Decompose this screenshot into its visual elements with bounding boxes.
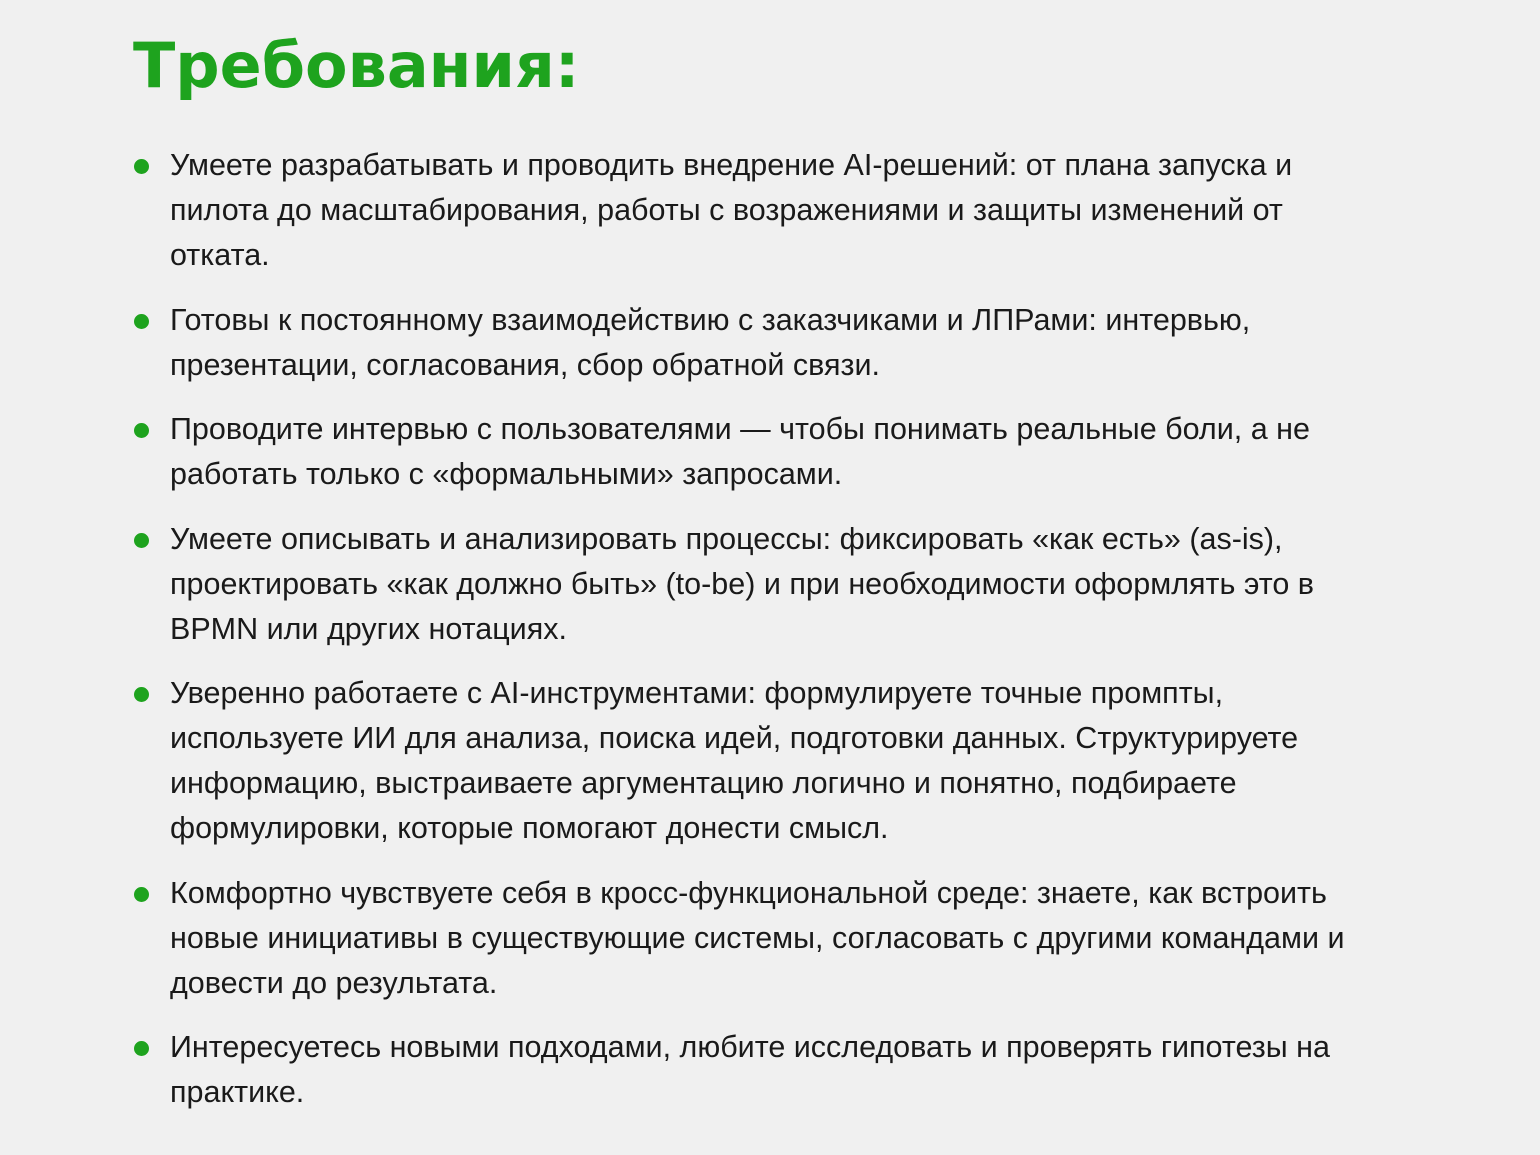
list-item (133, 1025, 1363, 1115)
requirements-list (133, 143, 1363, 1115)
requirement-text: Комфортно чувствуете себя в кросс-функциональной среде: знаете, как встроить новые инициативы в существующие системы, согласовать с другими командами и довести до результата. (170, 875, 1345, 1000)
bullet-dot-icon (134, 159, 149, 174)
list-item (133, 407, 1363, 497)
section-title: Требования: (133, 29, 580, 102)
bullet-dot-icon (134, 314, 149, 329)
list-item (133, 143, 1363, 278)
bullet-dot-icon (134, 423, 149, 438)
requirement-text: Умеете разрабатывать и проводить внедрение AI-решений: от плана запуска и пилота до масштабирования, работы с возражениями и защиты изменений от отката. (170, 148, 1293, 272)
list-item (133, 671, 1363, 851)
bullet-dot-icon (134, 687, 149, 702)
list-item (133, 871, 1363, 1006)
bullet-dot-icon (134, 1041, 149, 1056)
requirement-text: Уверенно работаете с AI-инструментами: формулируете точные промпты, используете ИИ для анализа, поиска идей, подготовки данных. Структурируете информацию, выстраиваете аргументацию логично и понятно, подбираете формулировки, которые помогают донести смысл. (170, 676, 1299, 845)
requirement-text: Проводите интервью с пользователями — чтобы понимать реальные боли, а не работать только с «формальными» запросами. (170, 412, 1310, 491)
list-item (133, 298, 1363, 388)
requirement-text: Готовы к постоянному взаимодействию с заказчиками и ЛПРами: интервью, презентации, согласования, сбор обратной связи. (170, 302, 1251, 382)
requirement-text: Умеете описывать и анализировать процессы: фиксировать «как есть» (as-is), проектировать «как должно быть» (to-be) и при необходимости оформлять это в BPMN или других нотациях. (170, 521, 1315, 646)
list-item (133, 517, 1363, 652)
requirement-text: Интересуетесь новыми подходами, любите исследовать и проверять гипотезы на практике. (170, 1030, 1330, 1109)
requirements-section (133, 26, 1363, 1135)
bullet-dot-icon (134, 887, 149, 902)
bullet-dot-icon (134, 533, 149, 548)
